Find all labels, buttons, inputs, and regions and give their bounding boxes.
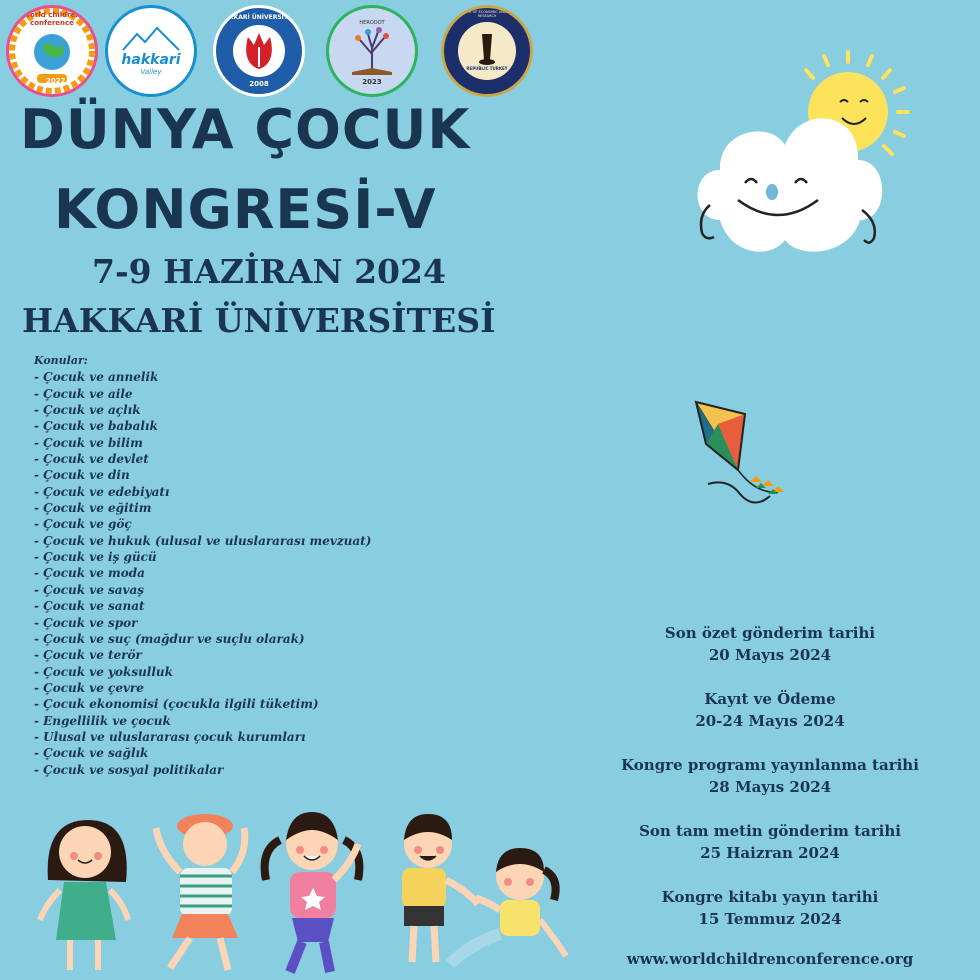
event-title-line1: DÜNYA ÇOCUK [20,98,471,161]
logo-text: world children conference [23,11,81,27]
herodot-logo [326,5,418,97]
deadlines-list [600,622,940,952]
website-url[interactable]: www.worldchildrenconference.org [626,950,914,968]
topics-list [34,353,371,778]
children-playing-illustration [30,810,570,980]
topic-item: - Çocuk ve sanat [34,599,145,614]
topic-item: - Çocuk ve din [34,468,130,483]
topic-item: - Çocuk ve aile [34,386,133,401]
topic-item: - Çocuk ve sağlık [34,746,149,761]
logo-text: hakkari [121,52,181,68]
girl-pink-shirt-icon [265,812,360,972]
deadline-date: 15 Temmuz 2024 [698,910,842,928]
topic-item: - Çocuk ekonomisi (çocukla ilgili tüketim) [34,697,319,712]
topic-item: - Çocuk ve spor [34,615,138,630]
deadline-item [600,688,940,732]
girl-sitting-icon [450,848,566,964]
institute-social-research-logo [441,5,533,97]
deadline-label: Kayıt ve Ödeme [704,690,836,708]
deadline-label: Kongre programı yayınlanma tarihi [621,756,919,774]
deadline-item [600,886,940,930]
deadline-date: 28 Mayıs 2024 [708,778,832,796]
logo-sub: REPUBLIC TURKEY [466,65,508,71]
deadline-label: Son özet gönderim tarihi [664,624,876,642]
topic-item: - Çocuk ve moda [34,566,145,581]
topic-item: - Çocuk ve eğitim [34,501,152,516]
topic-item: - Çocuk ve edebiyatı [34,484,170,499]
logo-text: HERODOT [359,20,385,26]
topic-item: - Çocuk ve savaş [34,582,145,597]
boy-yellow-shirt-icon [402,814,478,962]
deadline-date: 25 Haizran 2024 [700,844,840,862]
topic-item: - Engellilik ve çocuk [34,713,171,728]
topic-item: - Çocuk ve devlet [34,452,149,467]
topic-item: - Çocuk ve iş gücü [34,550,157,565]
topic-item: - Çocuk ve göç [34,517,132,532]
topic-item: - Çocuk ve açlık [34,403,141,418]
topic-item: - Çocuk ve sosyal politikalar [34,762,224,777]
tulip-icon [242,31,276,71]
girl-green-dress-icon [40,820,128,970]
topic-item: - Çocuk ve hukuk (ulusal ve uluslararası mevzuat) [34,533,372,548]
logo-year: 2008 [249,80,269,88]
deadline-date: 20-24 Mayıs 2024 [695,712,845,730]
topic-item: - Çocuk ve annelik [34,370,159,385]
event-venue: HAKKARİ ÜNİVERSİTESİ [22,301,496,340]
torch-icon [476,32,498,66]
world-children-conference-logo [6,5,98,97]
logo-year: 2022 [46,77,66,85]
deadline-label: Kongre kitabı yayın tarihi [661,888,879,906]
deadline-label: Son tam metin gönderim tarihi [639,822,901,840]
smiling-sun-cloud-illustration [690,50,920,265]
event-title-line2: KONGRESİ-V [54,178,437,241]
logo-year: 2023 [362,78,382,86]
hakkari-universitesi-logo [213,5,305,97]
deadline-item [600,820,940,864]
topic-item: - Ulusal ve uluslararası çocuk kurumları [34,729,306,744]
hakkari-valley-logo [105,5,197,97]
topics-header: Konular: [34,354,88,367]
topic-item: - Çocuk ve bilim [34,435,143,450]
deadline-date: 20 Mayıs 2024 [708,646,832,664]
topic-item: - Çocuk ve çevre [34,680,144,695]
deadline-item [600,622,940,666]
tree-book-icon [344,26,400,76]
topic-item: - Çocuk ve babalık [34,419,158,434]
logo-text: INSTITUTE OF ECONOMIC AND SOCIAL RESEARCH [453,10,521,18]
boy-striped-shirt-icon [156,814,245,970]
deadline-item [600,754,940,798]
topic-item: - Çocuk ve terör [34,648,142,663]
event-dates: 7-9 HAZİRAN 2024 [92,252,446,291]
logo-text: HAKKARİ ÜNİVERSİTESİ [219,14,299,21]
logo-sub: Valley [140,68,162,76]
kite-illustration [690,396,790,512]
mountain-icon [121,26,181,52]
topic-item: - Çocuk ve suç (mağdur ve suçlu olarak) [34,631,305,646]
topic-item: - Çocuk ve yoksulluk [34,664,173,679]
